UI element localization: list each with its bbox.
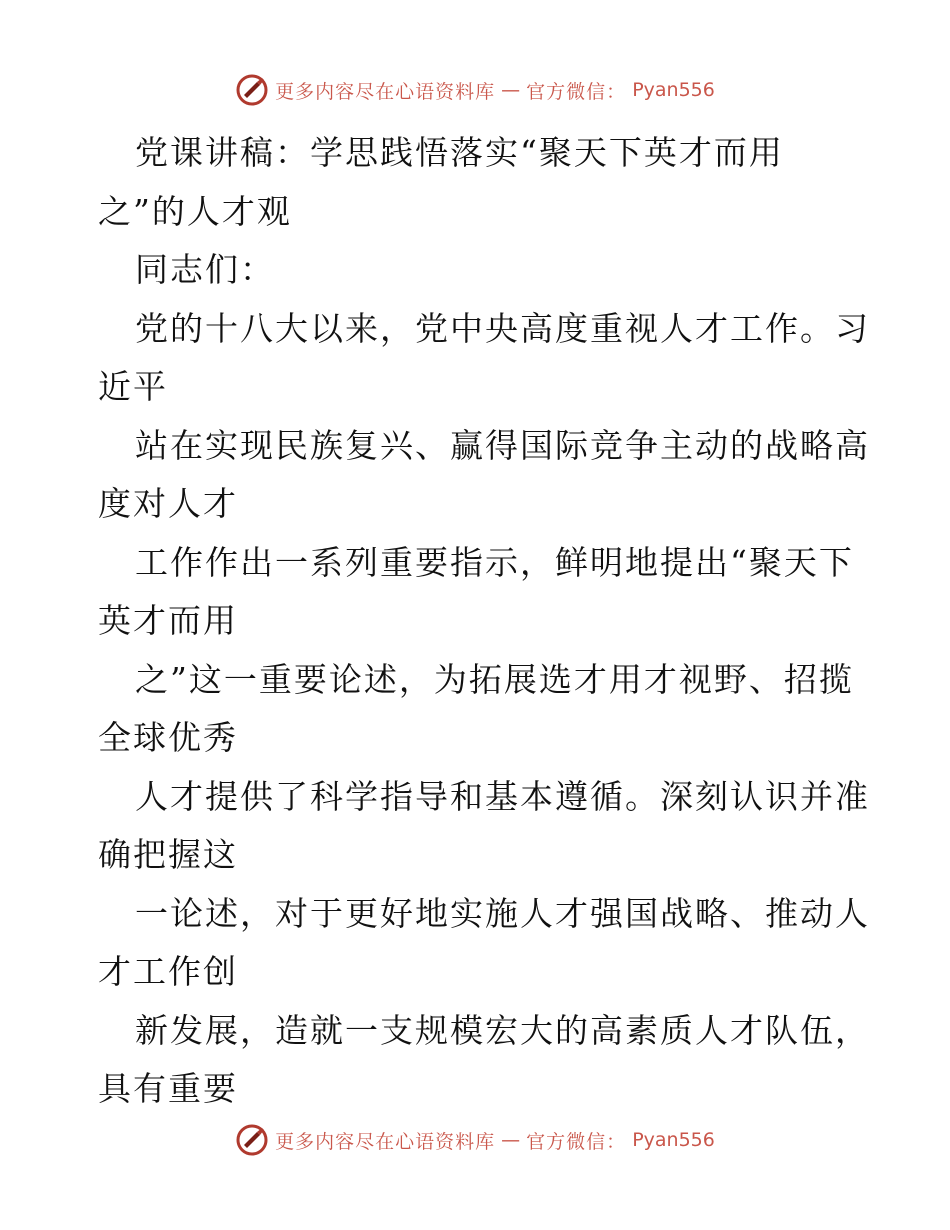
paragraph-line: 人才提供了科学指导和基本遵循。深刻认识并准 <box>135 776 870 816</box>
paragraph-line: 近平 <box>98 367 168 406</box>
watermark-account-id: Pyan556 <box>632 79 715 101</box>
document-title-line-2: 之”的人才观 <box>98 191 292 231</box>
watermark-separator: — <box>501 79 521 101</box>
paragraph-line: 工作作出一系列重要指示，鲜明地提出“聚天下 <box>135 542 854 582</box>
paragraph-line: 一论述，对于更好地实施人才强国战略、推动人 <box>135 893 870 933</box>
footer-watermark <box>0 1120 950 1160</box>
paragraph-line: 度对人才 <box>98 484 238 523</box>
document-body <box>98 124 870 1119</box>
paragraph-line: 具有重要 <box>98 1069 238 1108</box>
logo-icon <box>235 73 269 107</box>
watermark-account-id: Pyan556 <box>632 1129 715 1151</box>
watermark-account-label: 官方微信： <box>526 1130 627 1153</box>
watermark-separator: — <box>501 1129 521 1151</box>
paragraph-line: 英才而用 <box>98 601 238 640</box>
paragraph-line: 党的十八大以来，党中央高度重视人才工作。习 <box>135 308 870 348</box>
logo-icon <box>235 1123 269 1157</box>
salutation: 同志们： <box>135 250 275 289</box>
paragraph-line: 确把握这 <box>98 835 238 874</box>
watermark-text: 更多内容尽在心语资料库 <box>275 1130 496 1153</box>
paragraph-line: 之”这一重要论述，为拓展选才用才视野、招揽 <box>135 659 854 699</box>
watermark-text: 更多内容尽在心语资料库 <box>275 80 496 103</box>
paragraph-line: 才工作创 <box>98 952 238 991</box>
document-title-line-1: 党课讲稿：学思践悟落实“聚天下英才而用 <box>135 133 784 172</box>
header-watermark <box>0 70 950 110</box>
paragraph-line: 站在实现民族复兴、赢得国际竞争主动的战略高 <box>135 425 870 465</box>
paragraph-line: 新发展，造就一支规模宏大的高素质人才队伍， <box>135 1010 870 1050</box>
watermark-account-label: 官方微信： <box>526 80 627 103</box>
paragraph-line: 全球优秀 <box>98 718 238 757</box>
